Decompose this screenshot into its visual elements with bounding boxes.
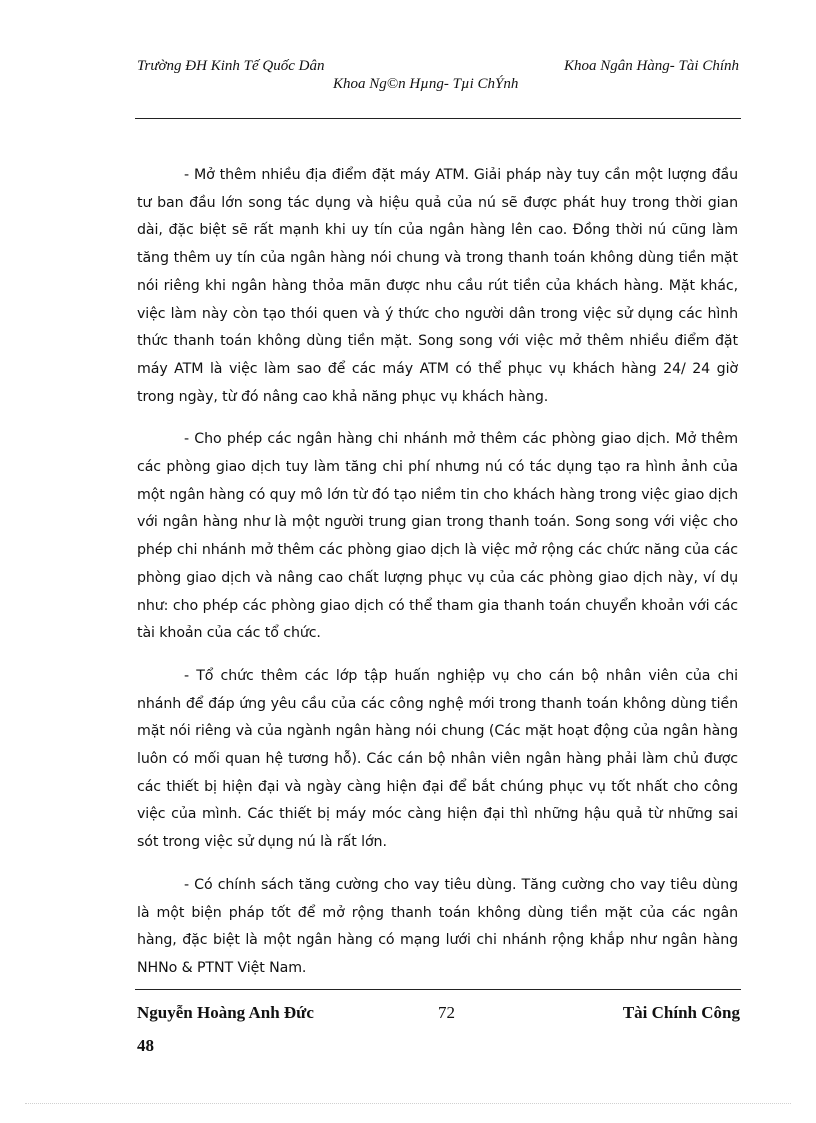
header-divider xyxy=(135,118,741,119)
footer-class-number: 48 xyxy=(137,1036,154,1055)
paragraph-training: - Tổ chức thêm các lớp tập huấn nghiệp vụ cho cán bộ nhân viên của chi nhánh để đáp ứng yêu cầu của các công nghệ mới trong thanh toán không dùng tiền mặt nói riêng và của ngành ngân hàng nói chung (Các mặt hoạt động của ngân hàng luôn có mối quan hệ tương hỗ). Các cán bộ nhân viên ngân hàng phải làm chủ được các thiết bị hiện đại và ngày càng hiện đại để bắt chúng phục vụ tốt nhất cho công việc của mình. Các thiết bị máy móc càng hiện đại thì những hậu quả từ những sai sót trong việc sử dụng nú là rất lớn. xyxy=(137,667,738,851)
page-number: 72 xyxy=(438,1003,455,1022)
header-faculty-garbled: Khoa Ng©n Hµng- Tµi ChÝnh xyxy=(333,76,519,92)
page-edge-divider xyxy=(25,1103,791,1104)
main-body xyxy=(137,162,738,998)
header-faculty-name: Khoa Ngân Hàng- Tài Chính xyxy=(563,58,739,74)
paragraph-branches: - Cho phép các ngân hàng chi nhánh mở thêm các phòng giao dịch. Mở thêm các phòng giao dịch tuy làm tăng chi phí nhưng nú có tác dụng tạo ra hình ảnh của một ngân hàng có quy mô lớn từ đó tạo niềm tin cho khách hàng trong việc giao dịch với ngân hàng như là một người trung gian trong thanh toán. Song song với việc cho phép chi nhánh mở thêm các phòng giao dịch là việc mở rộng các chức năng của các phòng giao dịch và nâng cao chất lượng phục vụ của các phòng giao dịch này, ví dụ như: cho phép các phòng giao dịch có thể tham gia thanh toán chuyển khoản với các tài khoản của các tổ chức. xyxy=(137,431,738,642)
footer-divider xyxy=(135,989,741,990)
paragraph-atm: - Mở thêm nhiều địa điểm đặt máy ATM. Giải pháp này tuy cần một lượng đầu tư ban đầu lớn song tác dụng và hiệu quả của nú sẽ được phát huy trong thời gian dài, đặc biệt sẽ rất mạnh khi uy tín của ngân hàng lên cao. Đồng thời nú cũng làm tăng thêm uy tín của ngân hàng nói chung và trong thanh toán không dùng tiền mặt nói riêng khi ngân hàng thỏa mãn được nhu cầu rút tiền của khách hàng. Mặt khác, việc làm này còn tạo thói quen và ý thức cho người dân trong việc sử dụng các hình thức thanh toán không dùng tiền mặt. Song song với việc mở thêm nhiều điểm đặt máy ATM là việc làm sao để các máy ATM có thể phục vụ khách hàng 24/ 24 giờ trong ngày, từ đó nâng cao khả năng phục vụ khách hàng. xyxy=(137,167,738,405)
footer-class-name: Tài Chính Công xyxy=(622,1003,740,1022)
header-school-name: Trường ĐH Kinh Tế Quốc Dân xyxy=(137,58,325,74)
paragraph-consumer-loans: - Có chính sách tăng cường cho vay tiêu dùng. Tăng cường cho vay tiêu dùng là một biện pháp tốt để mở rộng thanh toán không dùng tiền mặt của các ngân hàng, đặc biệt là một ngân hàng có mạng lưới chi nhánh rộng khắp như ngân hàng NHNo & PTNT Việt Nam. xyxy=(137,876,738,976)
footer-author: Nguyễn Hoàng Anh Đức xyxy=(137,1003,314,1022)
